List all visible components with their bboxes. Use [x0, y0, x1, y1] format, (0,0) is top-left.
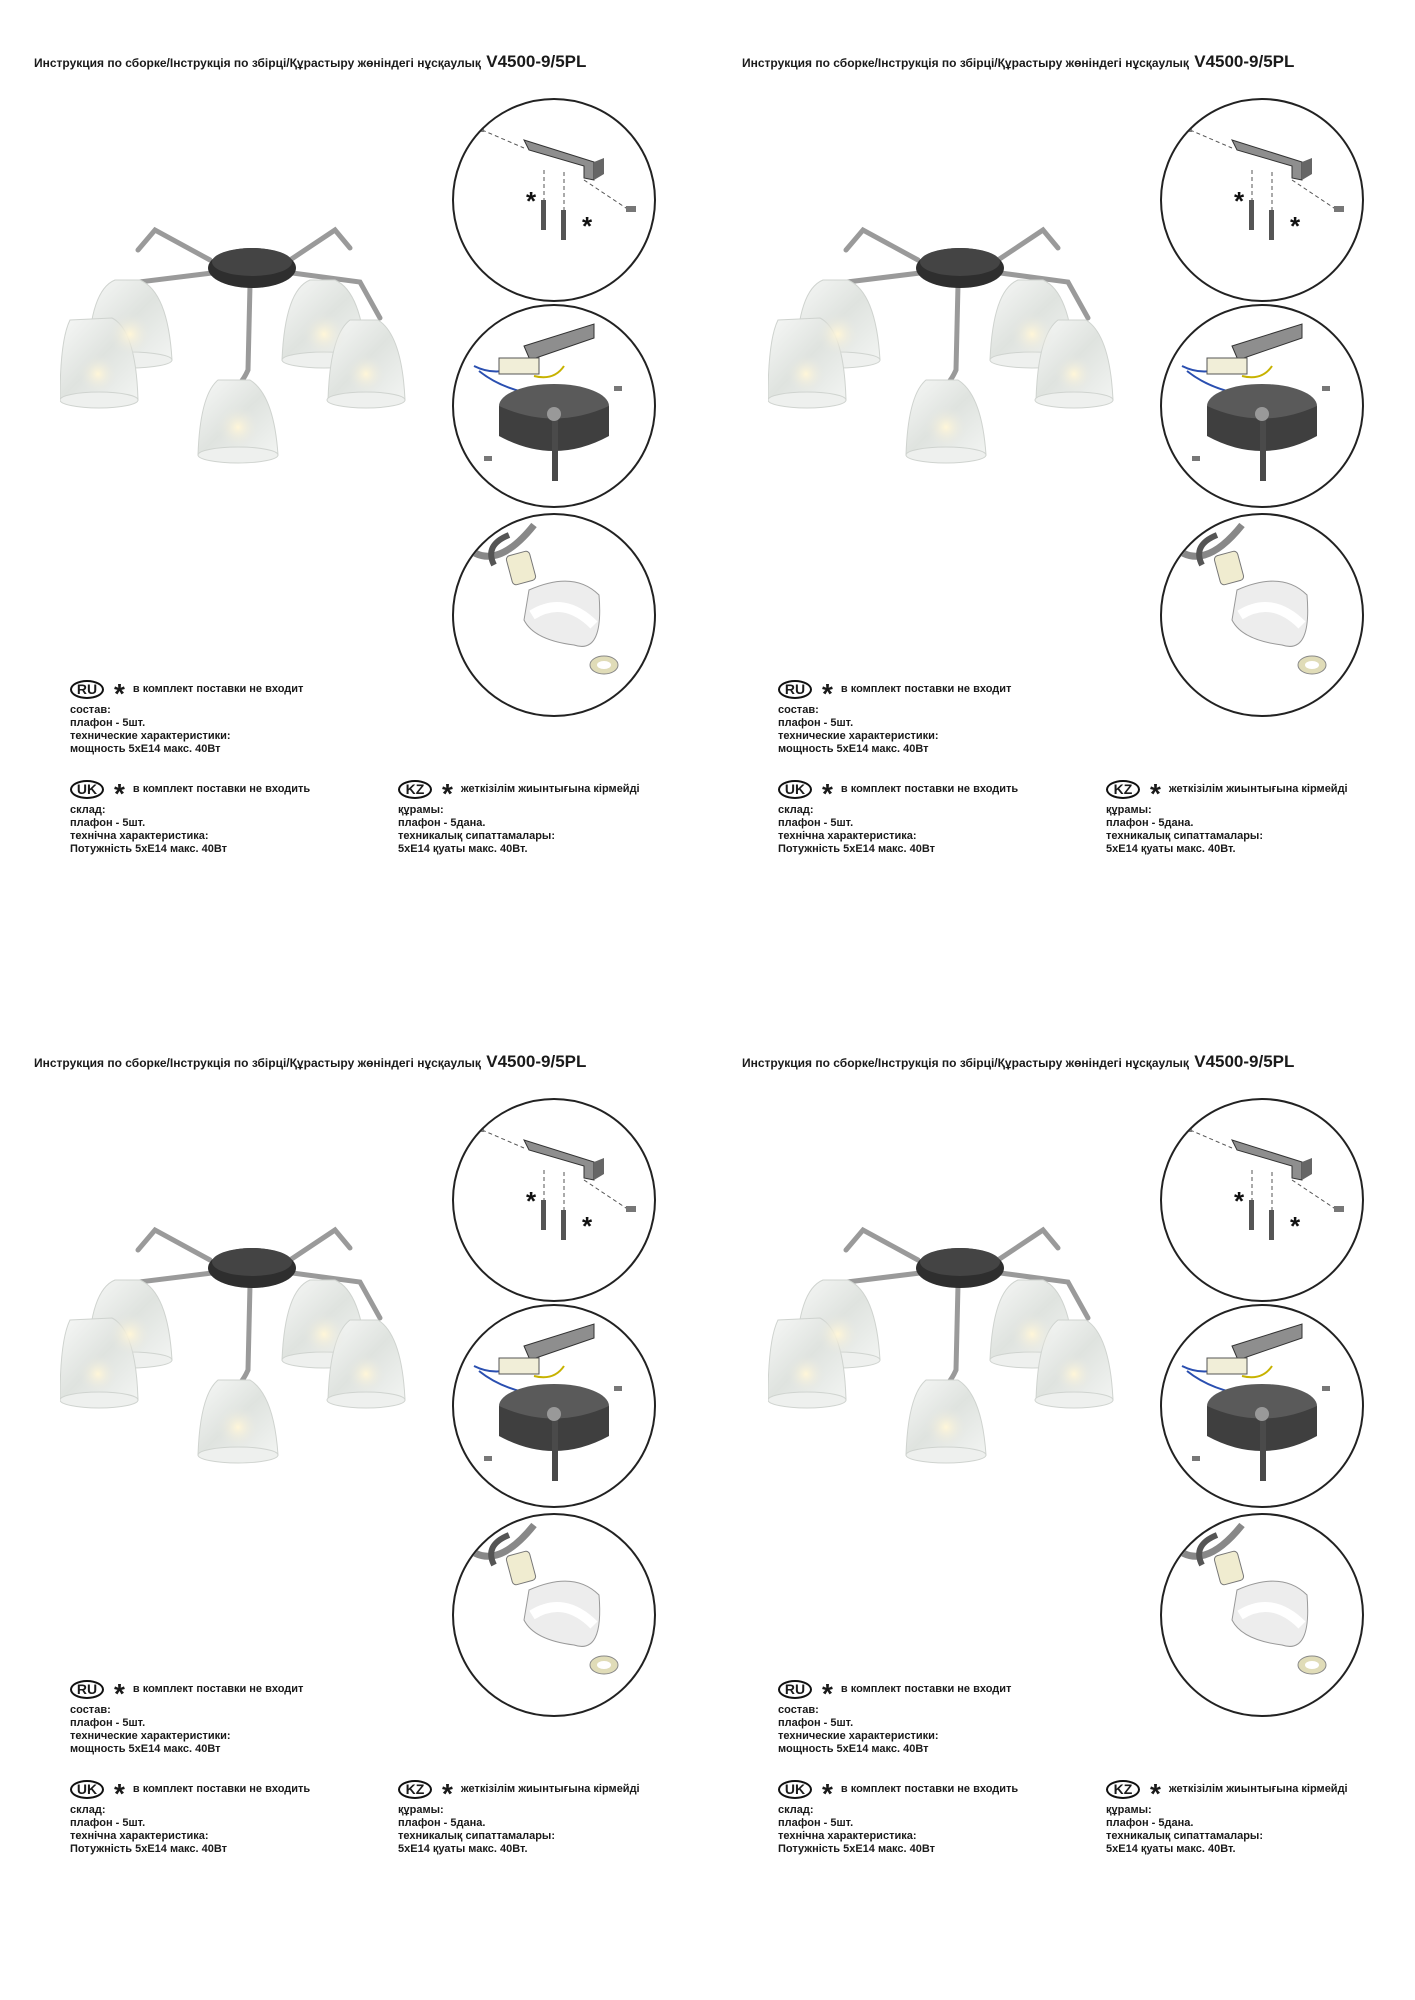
badge-ru: RU	[778, 680, 812, 699]
note-ru: в комплект поставки не входит	[132, 1682, 304, 1695]
ru-line: плафон - 5шт.	[70, 717, 146, 729]
title-text: Инструкция по сборке/Інструкція по збірці/Құрастыру жөніндегі нұсқаулық	[742, 56, 1189, 70]
step-3-shade-install	[1160, 1513, 1364, 1717]
ru-line: технические характеристики:	[70, 1730, 231, 1742]
page-title	[742, 52, 1412, 72]
note-uk: в комплект поставки не входить	[132, 1782, 311, 1795]
section-kz	[398, 778, 640, 856]
uk-line: плафон - 5шт.	[778, 1817, 854, 1829]
asterisk-mark: *	[822, 778, 833, 809]
chandelier-illustration	[60, 210, 440, 470]
ru-line: мощность 5xE14 макс. 40Вт	[778, 743, 929, 755]
badge-uk: UK	[778, 780, 812, 799]
section-uk	[70, 778, 310, 856]
uk-line: Потужність 5xE14 макс. 40Вт	[778, 843, 936, 855]
page-title	[34, 1052, 704, 1072]
kz-line: құрамы:	[398, 804, 444, 816]
asterisk-mark: *	[114, 1778, 125, 1809]
uk-line: Потужність 5xE14 макс. 40Вт	[70, 843, 228, 855]
badge-ru: RU	[70, 1680, 104, 1699]
asterisk-mark: *	[114, 1678, 125, 1709]
note-ru: в комплект поставки не входит	[132, 682, 304, 695]
kz-line: плафон - 5дана.	[1106, 1817, 1194, 1829]
title-text: Инструкция по сборке/Інструкція по збірці/Құрастыру жөніндегі нұсқаулық	[34, 1056, 481, 1070]
step-1-mounting-bracket	[452, 98, 656, 302]
ru-line: мощность 5xE14 макс. 40Вт	[70, 743, 221, 755]
chandelier-illustration	[768, 1210, 1148, 1470]
step-1-mounting-bracket	[1160, 1098, 1364, 1302]
svg-text:*: *	[1234, 1186, 1245, 1216]
badge-uk: UK	[70, 780, 104, 799]
step-3-shade-install	[1160, 513, 1364, 717]
svg-text:*: *	[1234, 186, 1245, 216]
ru-line: состав:	[778, 704, 819, 716]
ru-line: состав:	[70, 1704, 111, 1716]
ru-line: плафон - 5шт.	[778, 717, 854, 729]
kz-line: плафон - 5дана.	[398, 817, 486, 829]
uk-line: плафон - 5шт.	[70, 1817, 146, 1829]
ru-line: технические характеристики:	[70, 730, 231, 742]
model-number: V4500-9/5PL	[486, 52, 587, 71]
kz-line: техникалық сипаттамалары:	[398, 1830, 555, 1842]
note-uk: в комплект поставки не входить	[132, 782, 311, 795]
asterisk-mark: *	[822, 678, 833, 709]
note-uk: в комплект поставки не входить	[840, 1782, 1019, 1795]
ru-line: технические характеристики:	[778, 1730, 939, 1742]
ru-line: мощность 5xE14 макс. 40Вт	[70, 1743, 221, 1755]
kz-line: 5xE14 қуаты макс. 40Вт.	[398, 1843, 528, 1855]
section-uk	[70, 1778, 310, 1856]
step-3-shade-install	[452, 1513, 656, 1717]
svg-text:*: *	[526, 186, 537, 216]
kz-line: техникалық сипаттамалары:	[1106, 1830, 1263, 1842]
uk-line: Потужність 5xE14 макс. 40Вт	[70, 1843, 228, 1855]
badge-ru: RU	[70, 680, 104, 699]
section-ru	[70, 678, 303, 756]
section-uk	[778, 1778, 1018, 1856]
ru-line: мощность 5xE14 макс. 40Вт	[778, 1743, 929, 1755]
section-kz	[1106, 778, 1348, 856]
kz-line: техникалық сипаттамалары:	[398, 830, 555, 842]
uk-line: технічна характеристика:	[70, 830, 209, 842]
model-number: V4500-9/5PL	[1194, 1052, 1295, 1071]
kz-line: плафон - 5дана.	[398, 1817, 486, 1829]
step-3-shade-install	[452, 513, 656, 717]
step-1-mounting-bracket	[452, 1098, 656, 1302]
badge-kz: KZ	[398, 1780, 432, 1799]
section-kz	[398, 1778, 640, 1856]
section-kz	[1106, 1778, 1348, 1856]
svg-text:*: *	[582, 211, 593, 241]
asterisk-mark: *	[114, 778, 125, 809]
section-ru	[778, 1678, 1011, 1756]
model-number: V4500-9/5PL	[1194, 52, 1295, 71]
kz-line: техникалық сипаттамалары:	[1106, 830, 1263, 842]
uk-line: склад:	[70, 804, 106, 816]
note-kz: жеткізілім жиынтығына кірмейді	[460, 1782, 640, 1795]
chandelier-illustration	[768, 210, 1148, 470]
uk-line: плафон - 5шт.	[70, 817, 146, 829]
ru-line: состав:	[778, 1704, 819, 1716]
chandelier-illustration	[60, 1210, 440, 1470]
asterisk-mark: *	[1150, 778, 1161, 809]
note-ru: в комплект поставки не входит	[840, 682, 1012, 695]
svg-text:*: *	[526, 1186, 537, 1216]
title-text: Инструкция по сборке/Інструкція по збірці/Құрастыру жөніндегі нұсқаулық	[34, 56, 481, 70]
svg-text:*: *	[1290, 1211, 1301, 1241]
instruction-copy-2	[708, 0, 1415, 1000]
uk-line: Потужність 5xE14 макс. 40Вт	[778, 1843, 936, 1855]
step-2-wiring-canopy	[452, 304, 656, 508]
step-2-wiring-canopy	[1160, 304, 1364, 508]
instruction-copy-4	[708, 1000, 1415, 2000]
uk-line: склад:	[778, 1804, 814, 1816]
asterisk-mark: *	[1150, 1778, 1161, 1809]
title-text: Инструкция по сборке/Інструкція по збірці/Құрастыру жөніндегі нұсқаулық	[742, 1056, 1189, 1070]
kz-line: 5xE14 қуаты макс. 40Вт.	[398, 843, 528, 855]
uk-line: склад:	[778, 804, 814, 816]
uk-line: плафон - 5шт.	[778, 817, 854, 829]
badge-uk: UK	[778, 1780, 812, 1799]
badge-uk: UK	[70, 1780, 104, 1799]
asterisk-mark: *	[114, 678, 125, 709]
page-title	[34, 52, 704, 72]
step-2-wiring-canopy	[1160, 1304, 1364, 1508]
note-kz: жеткізілім жиынтығына кірмейді	[1168, 1782, 1348, 1795]
kz-line: құрамы:	[398, 1804, 444, 1816]
asterisk-mark: *	[442, 778, 453, 809]
uk-line: склад:	[70, 1804, 106, 1816]
note-kz: жеткізілім жиынтығына кірмейді	[1168, 782, 1348, 795]
ru-line: технические характеристики:	[778, 730, 939, 742]
note-uk: в комплект поставки не входить	[840, 782, 1019, 795]
ru-line: состав:	[70, 704, 111, 716]
step-1-mounting-bracket	[1160, 98, 1364, 302]
uk-line: технічна характеристика:	[778, 1830, 917, 1842]
svg-text:*: *	[1290, 211, 1301, 241]
badge-kz: KZ	[1106, 780, 1140, 799]
instruction-copy-3	[0, 1000, 707, 2000]
kz-line: 5xE14 қуаты макс. 40Вт.	[1106, 843, 1236, 855]
note-kz: жеткізілім жиынтығына кірмейді	[460, 782, 640, 795]
model-number: V4500-9/5PL	[486, 1052, 587, 1071]
step-2-wiring-canopy	[452, 1304, 656, 1508]
section-uk	[778, 778, 1018, 856]
section-ru	[778, 678, 1011, 756]
note-ru: в комплект поставки не входит	[840, 1682, 1012, 1695]
asterisk-mark: *	[822, 1678, 833, 1709]
ru-line: плафон - 5шт.	[70, 1717, 146, 1729]
badge-kz: KZ	[398, 780, 432, 799]
page-title	[742, 1052, 1412, 1072]
ru-line: плафон - 5шт.	[778, 1717, 854, 1729]
kz-line: құрамы:	[1106, 1804, 1152, 1816]
kz-line: 5xE14 қуаты макс. 40Вт.	[1106, 1843, 1236, 1855]
badge-ru: RU	[778, 1680, 812, 1699]
asterisk-mark: *	[822, 1778, 833, 1809]
uk-line: технічна характеристика:	[778, 830, 917, 842]
kz-line: плафон - 5дана.	[1106, 817, 1194, 829]
badge-kz: KZ	[1106, 1780, 1140, 1799]
uk-line: технічна характеристика:	[70, 1830, 209, 1842]
kz-line: құрамы:	[1106, 804, 1152, 816]
section-ru	[70, 1678, 303, 1756]
asterisk-mark: *	[442, 1778, 453, 1809]
instruction-copy-1	[0, 0, 707, 1000]
svg-text:*: *	[582, 1211, 593, 1241]
